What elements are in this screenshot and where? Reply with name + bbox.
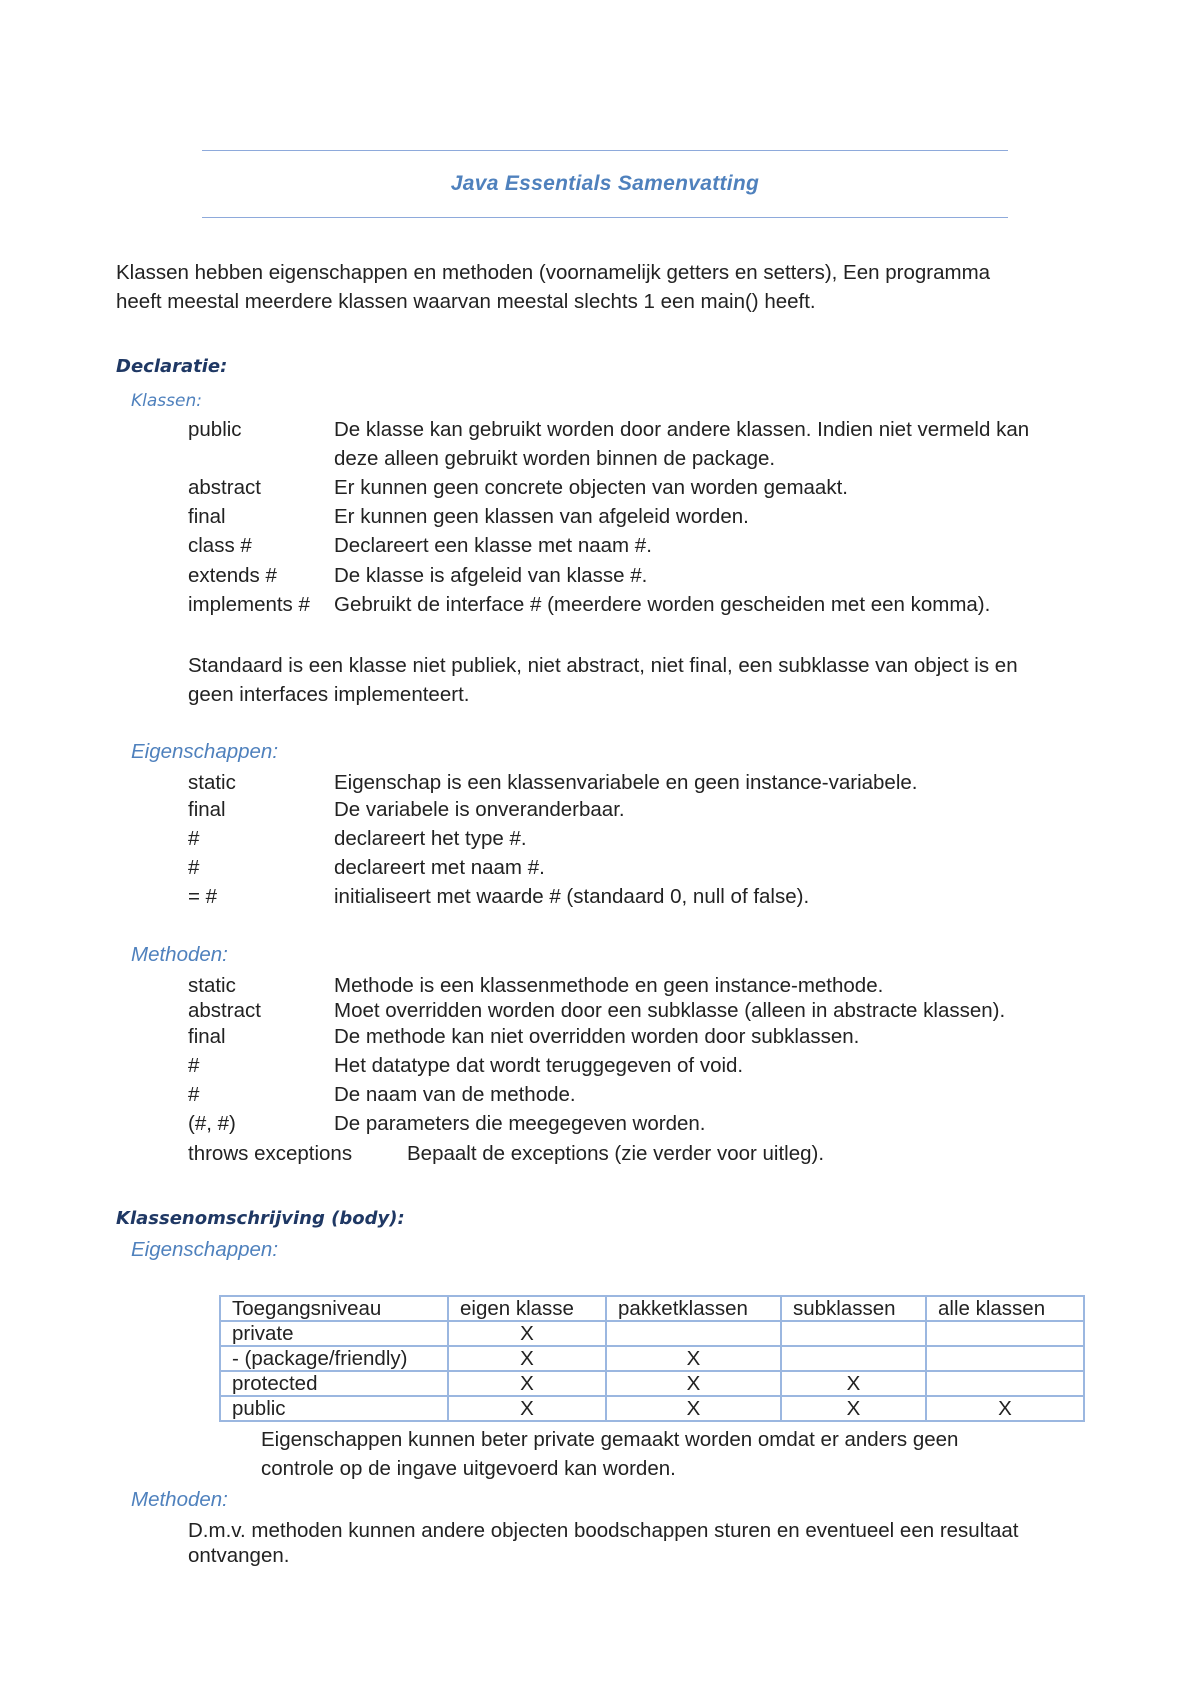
- table-cell: X: [606, 1396, 781, 1421]
- row-value: De klasse is afgeleid van klasse #.: [334, 564, 648, 587]
- heading-klassen: Klassen:: [131, 391, 202, 411]
- row-value: deze alleen gebruikt worden binnen de package.: [334, 447, 776, 470]
- table-cell: [926, 1371, 1084, 1396]
- row-value: Methode is een klassenmethode en geen instance-methode.: [334, 974, 884, 997]
- table-row: [220, 1321, 1084, 1346]
- table-cell: X: [781, 1396, 926, 1421]
- row-value: De methode kan niet overridden worden door subklassen.: [334, 1025, 860, 1048]
- table-cell: [781, 1346, 926, 1371]
- table-header-row: [220, 1296, 1084, 1321]
- row-key: final: [188, 1025, 226, 1048]
- row-value: declareert het type #.: [334, 827, 527, 850]
- table-header-cell: eigen klasse: [448, 1296, 606, 1321]
- table-row: [220, 1371, 1084, 1396]
- row-value: Er kunnen geen concrete objecten van worden gemaakt.: [334, 476, 848, 499]
- row-value: De parameters die meegegeven worden.: [334, 1112, 706, 1135]
- row-key: extends #: [188, 564, 277, 587]
- methoden-text-line-1: D.m.v. methoden kunnen andere objecten boodschappen sturen en eventueel een resultaat: [188, 1519, 1019, 1542]
- table-row: [220, 1346, 1084, 1371]
- row-key: static: [188, 974, 236, 997]
- row-key: abstract: [188, 476, 261, 499]
- row-key: = #: [188, 885, 218, 908]
- row-value: De klasse kan gebruikt worden door andere klassen. Indien niet vermeld kan: [334, 418, 1030, 441]
- row-key: abstract: [188, 999, 261, 1022]
- table-cell: X: [448, 1371, 606, 1396]
- heading-methoden: Methoden:: [131, 943, 228, 966]
- table-note-line-1: Eigenschappen kunnen beter private gemaakt worden omdat er anders geen: [261, 1428, 959, 1451]
- row-key: class #: [188, 534, 252, 557]
- table-header-cell: alle klassen: [926, 1296, 1084, 1321]
- row-key: implements #: [188, 593, 310, 616]
- klassen-standard-line-1: Standaard is een klasse niet publiek, niet abstract, niet final, een subklasse van object is en: [188, 654, 1018, 677]
- table-cell: X: [448, 1396, 606, 1421]
- row-key: #: [188, 1083, 200, 1106]
- heading-eigenschappen: Eigenschappen:: [131, 740, 279, 763]
- table-row: [220, 1396, 1084, 1421]
- row-value: Declareert een klasse met naam #.: [334, 534, 652, 557]
- intro-line-2: heeft meestal meerdere klassen waarvan meestal slechts 1 een main() heeft.: [116, 290, 816, 313]
- table-cell: [926, 1346, 1084, 1371]
- row-value: Het datatype dat wordt teruggegeven of void.: [334, 1054, 744, 1077]
- row-key: final: [188, 505, 226, 528]
- access-level-table: [219, 1295, 1085, 1422]
- row-value: Bepaalt de exceptions (zie verder voor uitleg).: [407, 1142, 825, 1165]
- row-value: initialiseert met waarde # (standaard 0, null of false).: [334, 885, 810, 908]
- table-cell: private: [220, 1321, 448, 1346]
- row-value: De naam van de methode.: [334, 1083, 576, 1106]
- table-cell: [926, 1321, 1084, 1346]
- row-key: public: [188, 418, 242, 441]
- table-header-cell: pakketklassen: [606, 1296, 781, 1321]
- heading-body-eigenschappen: Eigenschappen:: [131, 1238, 279, 1261]
- row-key: (#, #): [188, 1112, 236, 1135]
- row-key: #: [188, 856, 200, 879]
- table-cell: X: [606, 1371, 781, 1396]
- table-header-cell: subklassen: [781, 1296, 926, 1321]
- title-rule-top: [202, 150, 1008, 151]
- row-value: Moet overridden worden door een subklasse (alleen in abstracte klassen).: [334, 999, 1006, 1022]
- page-title: Java Essentials Samenvatting: [450, 172, 760, 195]
- intro-line-1: Klassen hebben eigenschappen en methoden (voornamelijk getters en setters), Een programma: [116, 261, 991, 284]
- title-rule-bottom: [202, 217, 1008, 218]
- table-cell: protected: [220, 1371, 448, 1396]
- table-cell: public: [220, 1396, 448, 1421]
- row-value: Er kunnen geen klassen van afgeleid worden.: [334, 505, 749, 528]
- heading-klassenomschrijving: Klassenomschrijving (body):: [116, 1208, 405, 1229]
- row-value: declareert met naam #.: [334, 856, 545, 879]
- table-cell: X: [448, 1321, 606, 1346]
- row-value: De variabele is onveranderbaar.: [334, 798, 625, 821]
- heading-declaratie: Declaratie:: [116, 356, 228, 377]
- row-key: final: [188, 798, 226, 821]
- table-cell: [781, 1321, 926, 1346]
- table-cell: X: [926, 1396, 1084, 1421]
- methoden-text-line-2: ontvangen.: [188, 1544, 290, 1567]
- heading-body-methoden: Methoden:: [131, 1488, 228, 1511]
- table-note-line-2: controle op de ingave uitgevoerd kan worden.: [261, 1457, 676, 1480]
- table-cell: X: [781, 1371, 926, 1396]
- table-cell: X: [606, 1346, 781, 1371]
- table-cell: X: [448, 1346, 606, 1371]
- row-key: throws exceptions: [188, 1142, 353, 1165]
- table-header-cell: Toegangsniveau: [220, 1296, 448, 1321]
- table-cell: - (package/friendly): [220, 1346, 448, 1371]
- table-cell: [606, 1321, 781, 1346]
- row-value: Eigenschap is een klassenvariabele en geen instance-variabele.: [334, 771, 918, 794]
- row-key: #: [188, 827, 200, 850]
- row-key: static: [188, 771, 236, 794]
- row-key: #: [188, 1054, 200, 1077]
- row-value: Gebruikt de interface # (meerdere worden gescheiden met een komma).: [334, 593, 991, 616]
- klassen-standard-line-2: geen interfaces implementeert.: [188, 683, 470, 706]
